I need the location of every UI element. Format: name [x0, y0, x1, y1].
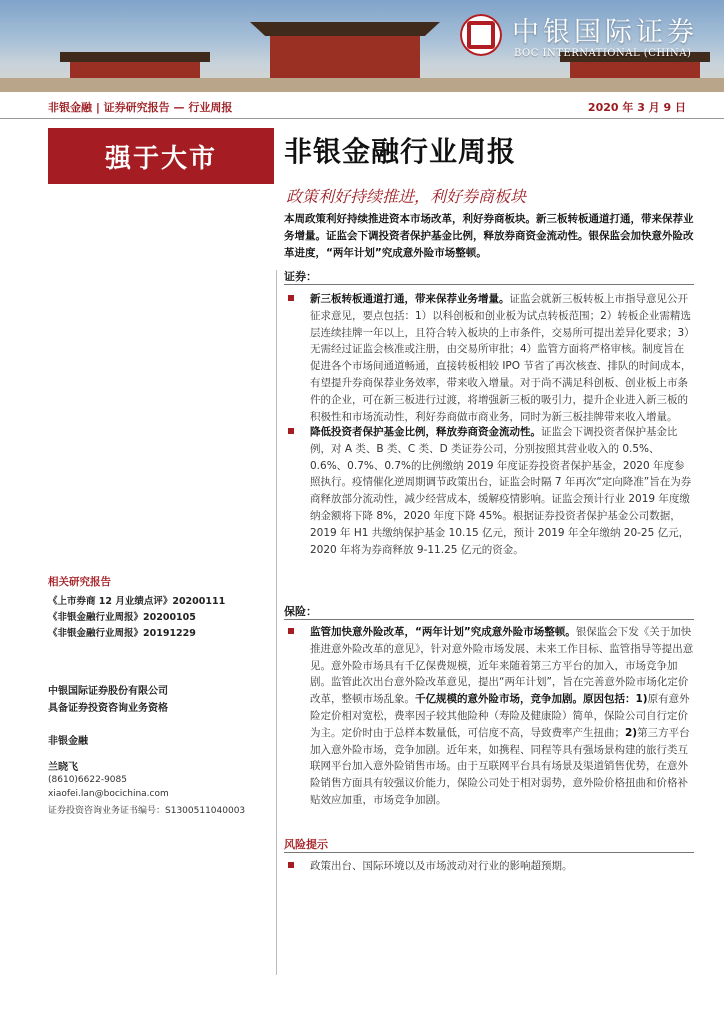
bullet-3-text: 银保监会下发《关于加快推进意外险改革的意见》，针对意外险市场发展、未来工作目标、监管指导等提出意见。意外险市场具有千亿保费规模，近年来随着第三方平台的加入，市场竞争加剧。监管此次出台意外险改革意见，提出“两年计划”，旨在完善意外险市场化定价改革，整顿市场乱象。 [310, 626, 694, 706]
related-report-link[interactable]: 《上市券商 12 月业绩点评》20200111 [48, 596, 226, 607]
boc-logo-icon [460, 14, 502, 56]
palace-wall-left [70, 62, 200, 78]
section-rule [284, 284, 694, 285]
bullet-3-text-2: 原有意外险定价相对宽松，费率因子较其他险种（寿险及健康险）简单，保险公司自行定价为主。定价时由于总样本数量低，可信度不高，导致费率产生扭曲； [310, 693, 690, 739]
bullet-3-lead-3: 2) [625, 726, 638, 739]
related-research-title: 相关研究报告 [48, 576, 111, 588]
bullet-square-icon [288, 428, 294, 434]
bullet-3-lead: 监管加快意外险改革，“两年计划”究成意外险市场整顿。 [310, 626, 576, 638]
report-date: 2020 年 3 月 9 日 [587, 101, 686, 114]
palace-wall-right [570, 62, 700, 78]
related-report-link[interactable]: 《非银金融行业周报》20200105 [48, 612, 196, 623]
bullet-item-1 [284, 291, 694, 425]
meta-bar [0, 96, 724, 119]
palace-roof-main [250, 22, 440, 36]
bullet-4-text: 政策出台、国际环境以及市场波动对行业的影响超预期。 [310, 860, 573, 872]
sector-label: 非银金融 [48, 736, 88, 747]
bullet-item-4 [284, 858, 694, 875]
analyst-license: 证券投资咨询业务证书编号：S1300511040003 [48, 806, 246, 816]
analyst-name: 兰晓飞 [48, 762, 78, 773]
bullet-2-text: 证监会下调投资者保护基金比例，对 A 类、B 类、C 类、D 类证券公司，分别按照其营业收入的 0.5%、0.6%、0.7%、0.7%的比例缴纳 2019 年度证券投资者保护基金，2020 年度参照执行。疫情催化逆周期调节政策出台，证监会时隔 7 年再次“定向降准”旨在为券商释放部分流动性，减少经营成本，缓解疫情影响。证监会预计行业 2019 年度缴纳金额将下降 8%，2020 年度下降 45%。根据证券投资者保护基金公司数据，2019 年 H1 共缴纳保护基金 10.15 亿元，预计 2019 年全年缴纳 20-25 亿元，2020 年将为券商释放 9-11.25 亿元的资金。 [310, 426, 692, 556]
company-info [48, 683, 168, 717]
analyst-phone: (8610)6622-9085 [48, 775, 127, 785]
page-subtitle: 政策利好持续推进，利好券商板块 [286, 187, 527, 206]
palace-roof-left [60, 52, 210, 62]
bullet-square-icon [288, 295, 294, 301]
palace-wall-main [270, 36, 420, 78]
analyst-email[interactable]: xiaofei.lan@bocichina.com [48, 789, 169, 799]
bullet-square-icon [288, 862, 294, 868]
brand-name-en: BOC INTERNATIONAL (CHINA) [514, 48, 692, 59]
bullet-square-icon [288, 628, 294, 634]
section-securities-title: 证券： [284, 270, 317, 283]
sidebar-divider [276, 270, 277, 975]
section-rule [284, 852, 694, 853]
section-insurance-title: 保险： [284, 605, 317, 618]
header-banner [0, 0, 724, 92]
page-title: 非银金融行业周报 [284, 135, 517, 168]
banner-ground [0, 78, 724, 92]
bullet-item-2 [284, 424, 694, 558]
bullet-3-text-3: 第三方平台加入意外险市场，竞争加剧。近年来，如携程、同程等具有强场景构建的旅行类互联网平台加入意外险销售市场。由于互联网平台具有场景及渠道销售优势，在意外险销售方面具有较强议价能力，保险公司处于相对弱势，意外险价格扭曲和价格补贴效应加重，市场竞争加剧。 [310, 726, 690, 806]
bullet-item-3 [284, 624, 694, 809]
bullet-1-lead: 新三板转板通道打通，带来保荐业务增量。 [310, 293, 510, 305]
bullet-3-lead-2: 千亿规模的意外险市场，竞争加剧。原因包括：1) [415, 693, 648, 706]
related-report-link[interactable]: 《非银金融行业周报》20191229 [48, 628, 196, 639]
company-name: 中银国际证券股份有限公司 [48, 686, 168, 697]
breadcrumb: 非银金融 | 证券研究报告 — 行业周报 [48, 101, 233, 114]
company-qualification: 具备证券投资咨询业务资格 [48, 703, 168, 714]
rating-badge: 强于大市 [48, 128, 274, 184]
section-rule [284, 619, 694, 620]
bullet-1-text: 证监会就新三板转板上市指导意见公开征求意见，要点包括：1）以科创板和创业板为试点转板范围；2）转板企业需精选层连续挂牌一年以上，且符合转入板块的上市条件，交易所可提出差异化要求；3）无需经过证监会核准或注册，由交易所审批；4）监管方面将严格审核。制度旨在促进各个市场间通道畅通，直接转板相较 IPO 节省了再次核查、排队的时间成本，有望提升券商保荐业务效率，带来收入增量。对于尚不满足科创板、创业板上市条件的企业，可在新三板进行过渡，将增强新三板的吸引力，提升企业进入新三板的积极性和市场流动性，利好券商做市商业务，同时为新三板挂牌带来收入增量。 [310, 293, 692, 423]
summary-text: 本周政策利好持续推进资本市场改革，利好券商板块。新三板转板通道打通，带来保荐业务增量。证监会下调投资者保护基金比例，释放券商资金流动性。银保监会加快意外险改革进度，“两年计划”究成意外险市场整顿。 [284, 213, 694, 259]
bullet-2-lead: 降低投资者保护基金比例，释放券商资金流动性。 [310, 426, 541, 438]
brand-name-cn: 中银国际证券 [512, 17, 698, 48]
section-risk-title: 风险提示 [284, 838, 328, 851]
